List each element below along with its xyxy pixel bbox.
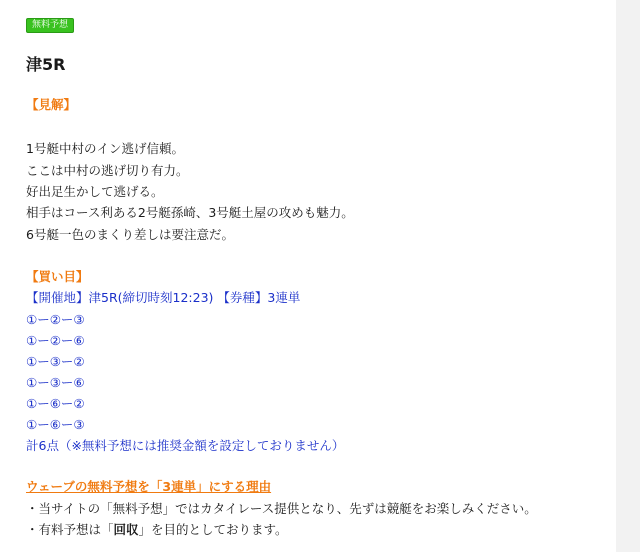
reason-line-bold: 回収 [113,522,139,537]
analysis-line: ここは中村の逃げ切り有力。 [26,163,189,178]
pick-combo: ①ー⑥ー③ [26,417,85,432]
reason-line-prefix: ・有料予想は「 [26,522,114,537]
picks-info: 【開催地】津5R(締切時刻12:23) 【券種】3連単 [26,290,301,305]
analysis-line: 好出足生かして逃げる。 [26,184,164,199]
analysis-line: 6号艇一色のまくり差しは要注意だ。 [26,227,234,242]
analysis-line: 相手はコース利ある2号艇孫崎、3号艇土屋の攻めも魅力。 [26,205,354,220]
reason-heading-link[interactable]: ウェーブの無料予想を「3連単」にする理由 [26,479,272,494]
reason-line: ・当サイトの「無料予想」ではカタイレース提供となり、先ずは競艇をお楽しみください。 [26,501,537,516]
pick-combo: ①ー⑥ー② [26,396,85,411]
free-prediction-badge: 無料予想 [26,18,74,33]
scrollbar-track[interactable] [616,0,640,552]
picks-total: 計6点（※無料予想には推奨金額を設定しておりません） [26,438,345,453]
pick-combo: ①ー②ー③ [26,312,85,327]
race-title: 津5R [26,55,66,74]
reason-line-suffix: 」を目的としております。 [138,522,288,537]
analysis-heading: 【見解】 [26,97,77,112]
analysis-line: 1号艇中村のイン逃げ信頼。 [26,141,184,156]
pick-combo: ①ー③ー② [26,354,85,369]
pick-combo: ①ー③ー⑥ [26,375,85,390]
picks-heading: 【買い目】 [26,269,89,284]
pick-combo: ①ー②ー⑥ [26,333,85,348]
reason-line [26,522,288,538]
